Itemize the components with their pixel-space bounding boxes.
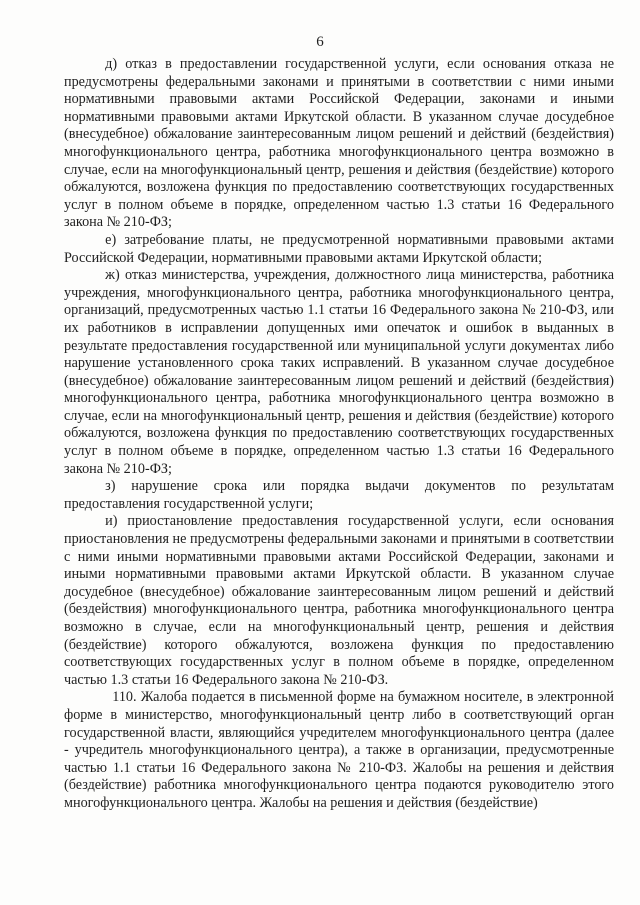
paragraph-item-z: з) нарушение срока или порядка выдачи документов по результатам предоставления государственной услуги; <box>64 478 614 512</box>
page-number: 6 <box>316 34 324 50</box>
paragraph-110: 110. Жалоба подается в письменной форме на бумажном носителе, в электронной форме в министерство, многофункциональный центр либо в соответствующий орган государственной власти, являющийся учредителем многофункционального центра (далее - учредитель многофункционального центра), а также в организации, предусмотренные частью 1.1 статьи 16 Федерального закона № 210-ФЗ. Жалобы на решения и действия (бездействие) работника многофункционального центра подаются руководителю этого многофункционального центра. Жалобы на решения и действия (бездействие) <box>64 689 614 811</box>
paragraph-item-i: и) приостановление предоставления государственной услуги, если основания приостановления не предусмотрены федеральными законами и принятыми в соответствии с ними иными нормативными правовыми актами Российской Федерации, законами и иными нормативными правовыми актами Иркутской области. В указанном случае досудебное (внесудебное) обжалование заинтересованным лицом решений и действий (бездействия) многофункционального центра, работника многофункционального центра возможно в случае, если на многофункциональный центр, решения и действия (бездействие) которого обжалуются, возложена функция по предоставлению соответствующих государственных услуг в полном объеме в порядке, определенном частью 1.3 статьи 16 Федерального закона № 210-ФЗ. <box>64 513 614 688</box>
document-body <box>64 56 614 813</box>
paragraph-item-d: д) отказ в предоставлении государственной услуги, если основания отказа не предусмотрены федеральными законами и принятыми в соответствии с ними иными нормативными правовыми актами Российской Федерации, законами и иными нормативными правовыми актами Иркутской области. В указанном случае досудебное (внесудебное) обжалование заинтересованным лицом решений и действий (бездействия) многофункционального центра, работника многофункционального центра возможно в случае, если на многофункциональный центр, решения и действия (бездействие) которого обжалуются, возложена функция по предоставлению соответствующих государственных услуг в полном объеме в порядке, определенном частью 1.3 статьи 16 Федерального закона № 210-ФЗ; <box>64 56 614 231</box>
paragraph-item-zh: ж) отказ министерства, учреждения, должностного лица министерства, работника учреждения, многофункционального центра, работника многофункционального центра, организаций, предусмотренных частью 1.1 статьи 16 Федерального закона № 210-ФЗ, или их работников в исправлении допущенных ими опечаток и ошибок в выданных в результате предоставления государственной или муниципальной услуги документах либо нарушение установленного срока таких исправлений. В указанном случае досудебное (внесудебное) обжалование заинтересованным лицом решений и действий (бездействия) многофункционального центра, работника многофункционального центра возможно в случае, если на многофункциональный центр, решения и действия (бездействие) которого обжалуются, возложена функция по предоставлению соответствующих государственных услуг в полном объеме в порядке, определенном частью 1.3 статьи 16 Федерального закона № 210-ФЗ; <box>64 267 614 477</box>
paragraph-item-e: е) затребование платы, не предусмотренной нормативными правовыми актами Российской Федерации, нормативными правовыми актами Иркутской области; <box>64 231 614 266</box>
